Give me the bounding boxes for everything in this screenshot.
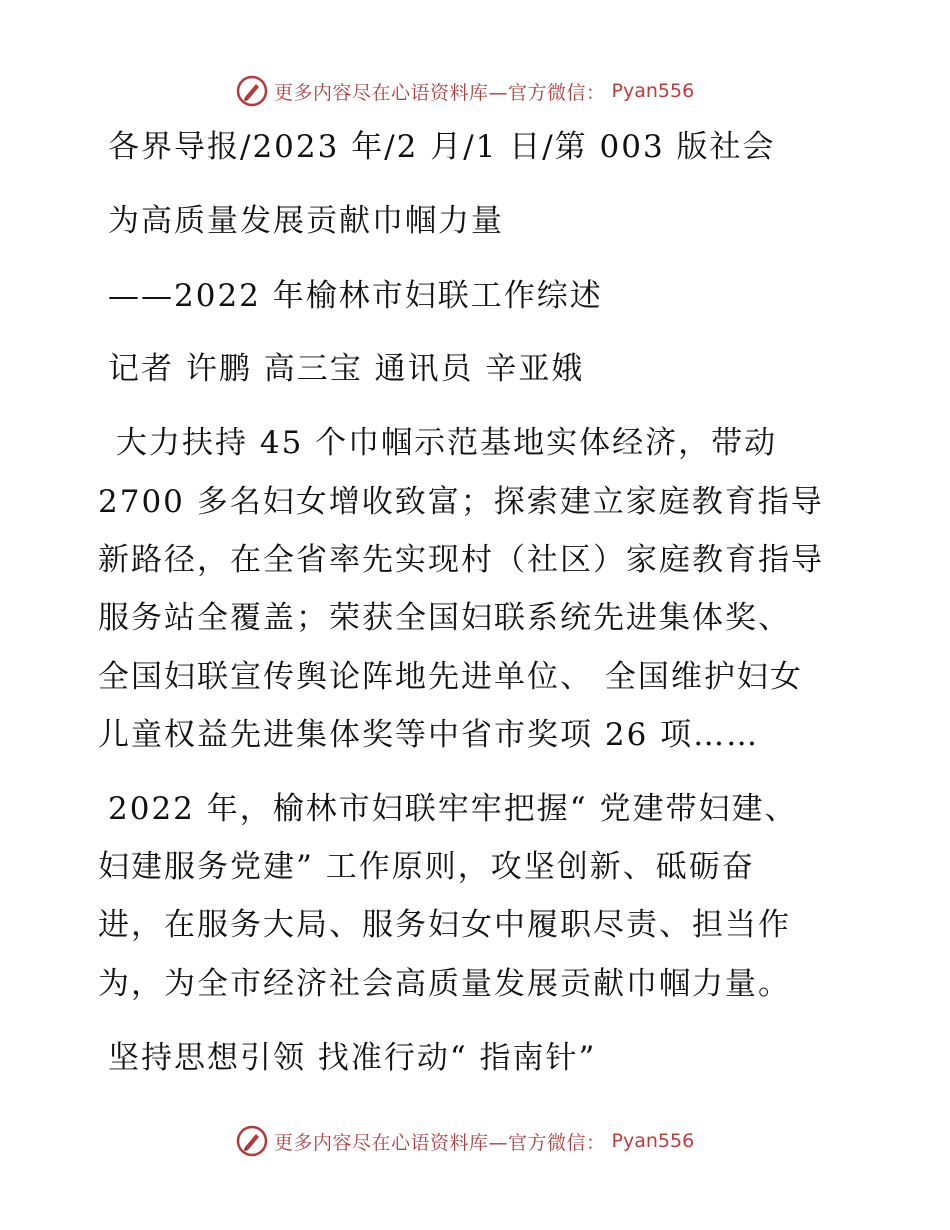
- paragraph-line: 服务站全覆盖；荣获全国妇联系统先进集体奖、: [98, 600, 791, 636]
- paragraph-line: 大力扶持 45 个巾帼示范基地实体经济，带动: [116, 425, 778, 461]
- watermark-text: 更多内容尽在心语资料库—官方微信：: [274, 81, 606, 104]
- paragraph-line: 新路径，在全省率先实现村（社区）家庭教育指导: [98, 542, 824, 578]
- section-heading: 坚持思想引领 找准行动“ 指南针”: [108, 1040, 597, 1076]
- paragraph-line: 妇建服务党建” 工作原则，攻坚创新、砥砺奋: [98, 849, 755, 885]
- dateline: 各界导报/2023 年/2 月/1 日/第 003 版社会: [108, 129, 776, 165]
- scroll-pen-icon: [236, 75, 268, 107]
- article-subtitle: ——2022 年榆林市妇联工作综述: [108, 278, 603, 314]
- paragraph-line: 2700 多名妇女增收致富；探索建立家庭教育指导: [98, 484, 824, 520]
- paragraph-line: 全国妇联宣传舆论阵地先进单位、 全国维护妇女: [98, 659, 803, 695]
- watermark-wechat-id: Pyan556: [611, 1130, 695, 1152]
- watermark-bottom: [236, 1124, 694, 1158]
- scroll-pen-icon: [236, 1125, 268, 1157]
- paragraph-line: 为，为全市经济社会高质量发展贡献巾帼力量。: [98, 966, 791, 1002]
- watermark-wechat-id: Pyan556: [611, 80, 695, 102]
- paragraph-line: 进，在服务大局、服务妇女中履职尽责、担当作: [98, 907, 791, 943]
- byline: 记者 许鹏 高三宝 通讯员 辛亚娥: [108, 351, 585, 387]
- paragraph-line: 2022 年，榆林市妇联牢牢把握“ 党建带妇建、: [108, 791, 798, 827]
- watermark-text: 更多内容尽在心语资料库—官方微信：: [274, 1131, 606, 1154]
- watermark-top: [236, 74, 694, 108]
- article-title: 为高质量发展贡献巾帼力量: [108, 203, 504, 239]
- paragraph-line: 儿童权益先进集体奖等中省市奖项 26 项……: [98, 717, 760, 753]
